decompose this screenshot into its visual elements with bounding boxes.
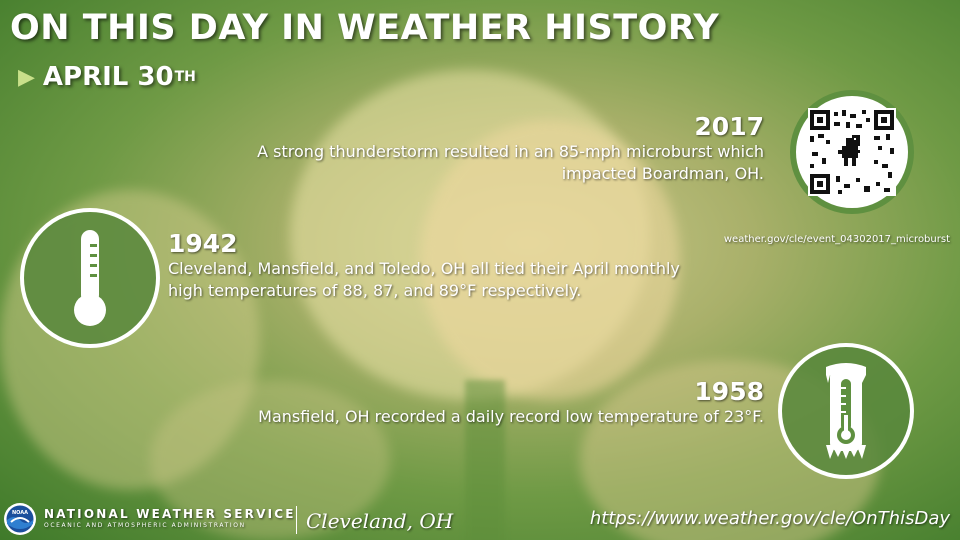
qr-link-text[interactable]: weather.gov/cle/event_04302017_microburst bbox=[723, 234, 950, 245]
event-desc-line: impacted Boardman, OH. bbox=[561, 164, 764, 183]
page-title: ON THIS DAY IN WEATHER HISTORY bbox=[10, 8, 720, 48]
date-heading bbox=[18, 62, 196, 92]
thermometer-icon bbox=[60, 226, 120, 330]
agency-title: NATIONAL WEATHER SERVICE bbox=[44, 507, 296, 521]
agency-parent: OCEANIC AND ATMOSPHERIC ADMINISTRATION bbox=[44, 522, 246, 529]
event-desc-line: Mansfield, OH recorded a daily record low temperature of 23°F. bbox=[258, 407, 764, 426]
footer-divider bbox=[296, 506, 297, 534]
frozen-thermometer-icon bbox=[816, 359, 876, 463]
event-desc-line: Cleveland, Mansfield, and Toledo, OH all tied their April monthly bbox=[168, 259, 680, 278]
event-2017 bbox=[164, 113, 764, 185]
thermometer-badge bbox=[20, 208, 160, 348]
event-desc-line: high temperatures of 88, 87, and 89°F respectively. bbox=[168, 281, 582, 300]
date-label: APRIL 30 bbox=[42, 62, 174, 92]
frozen-thermometer-badge bbox=[778, 343, 914, 479]
event-desc-line: A strong thunderstorm resulted in an 85-mph microburst which bbox=[257, 142, 764, 161]
agency-name bbox=[44, 507, 296, 530]
event-1958 bbox=[164, 378, 764, 428]
noaa-logo-icon bbox=[3, 502, 37, 536]
event-year: 2017 bbox=[694, 112, 764, 141]
site-url-link[interactable]: https://www.weather.gov/cle/OnThisDay bbox=[589, 508, 950, 529]
play-arrow-icon: ▶ bbox=[18, 64, 35, 90]
event-1942 bbox=[168, 230, 788, 302]
office-name: Cleveland, OH bbox=[306, 509, 454, 533]
noaa-logo-text: NOAA bbox=[11, 510, 29, 516]
date-suffix: TH bbox=[174, 69, 196, 85]
event-year: 1942 bbox=[168, 229, 238, 258]
qr-code-graphic bbox=[808, 108, 896, 196]
qr-code-icon[interactable] bbox=[790, 90, 914, 214]
event-year: 1958 bbox=[694, 377, 764, 406]
